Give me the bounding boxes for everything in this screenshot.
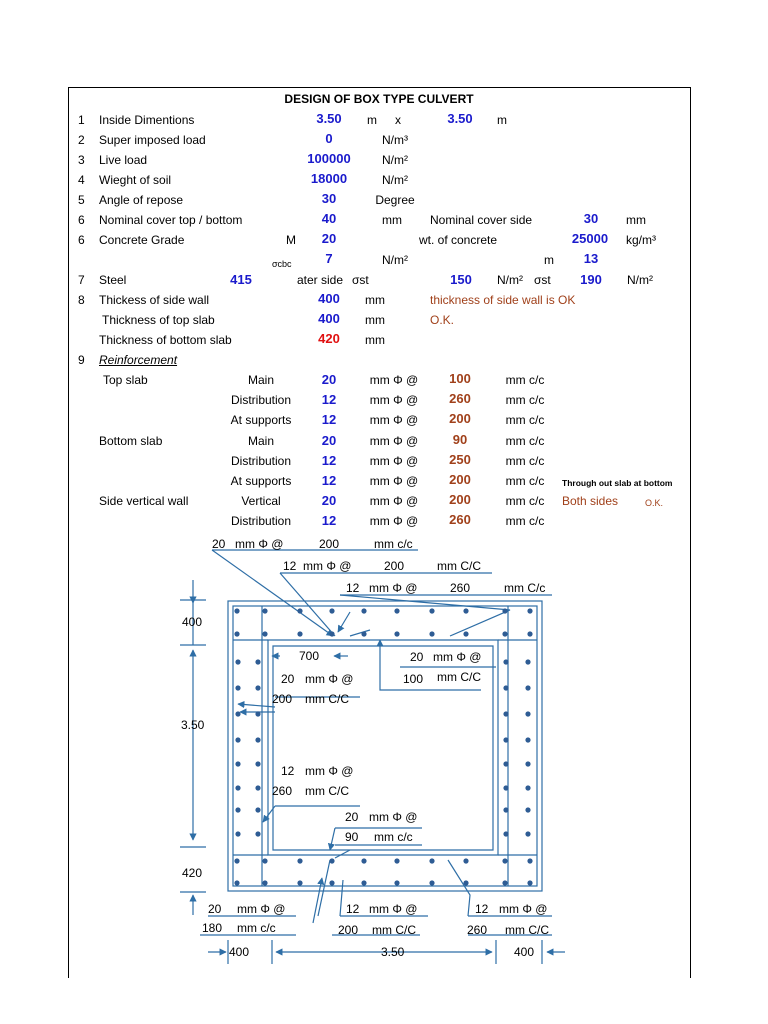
rebar-dot [525, 659, 530, 664]
dimension-label: 400 [514, 945, 535, 959]
unit: mm [626, 213, 646, 227]
water-side-label: ater side [297, 273, 344, 287]
member-label: Top slab [103, 373, 148, 387]
rebar-dot [463, 608, 468, 613]
rebar-dot [503, 761, 508, 766]
rebar-dot [234, 631, 239, 636]
bar-label: mm Φ @ [237, 902, 286, 916]
modular-ratio-value: 13 [583, 251, 599, 266]
unit: mm [382, 213, 402, 227]
spacing-unit: mm c/c [505, 373, 545, 387]
rebar-dot [361, 608, 366, 613]
bar-label: mm Φ @ [369, 581, 418, 595]
rebar-dot [235, 831, 240, 836]
leader-line [350, 630, 370, 636]
bar-label: mm C/C [437, 559, 481, 573]
rebar-dot [525, 685, 530, 690]
rebar-dot [394, 880, 399, 885]
bar-label: 12 [346, 902, 360, 916]
row-number: 2 [78, 133, 85, 147]
bar-label: mm Φ @ [499, 902, 548, 916]
rebar-dot [255, 807, 260, 812]
bar-label: 200 [384, 559, 405, 573]
concrete-grade-label: Concrete Grade [99, 233, 185, 247]
bar-type: Vertical [241, 494, 281, 508]
dimension-label: 400 [229, 945, 250, 959]
rebar-dot [463, 880, 468, 885]
bar-type: Distribution [230, 454, 292, 468]
row-number: 1 [78, 113, 85, 127]
bar-unit: mm Φ @ [369, 434, 419, 448]
bar-spacing: 200 [449, 411, 471, 426]
bar-unit: mm Φ @ [369, 494, 419, 508]
rebar-dot [527, 880, 532, 885]
row-number: 6 [78, 213, 85, 227]
nominal-cover-value: 40 [321, 211, 337, 226]
rebar-dot [394, 858, 399, 863]
bar-label: 20 [281, 672, 295, 686]
rebar-dot [262, 880, 267, 885]
outer-reinforcement-line [233, 606, 537, 886]
bar-label: 12 [475, 902, 489, 916]
rebar-dot [463, 858, 468, 863]
bar-label: mm C/C [437, 670, 481, 684]
sigma-cbc-value: 7 [325, 251, 333, 266]
dimension-label: 420 [182, 866, 203, 880]
inside-height-value: 3.50 [447, 111, 473, 126]
unit: mm [365, 293, 385, 307]
side-wall-check-note: thickness of side wall is OK [430, 293, 576, 307]
unit: mm [365, 313, 385, 327]
spacing-unit: mm c/c [505, 494, 545, 508]
bar-label: 260 [272, 784, 293, 798]
bar-unit: mm Φ @ [369, 474, 419, 488]
sigma-st-value: 190 [580, 272, 602, 287]
bar-label: mm C/C [305, 784, 349, 798]
rebar-dot [262, 858, 267, 863]
inside-width-value: 3.50 [316, 111, 342, 126]
spacing-unit: mm c/c [505, 393, 545, 407]
sigma-st-symbol: σst [352, 273, 369, 287]
angle-of-repose-value: 30 [321, 191, 337, 206]
rebar-dot [525, 831, 530, 836]
unit: Degree [375, 193, 415, 207]
row-number: 5 [78, 193, 85, 207]
rebar-dot [235, 807, 240, 812]
rebar-dot [255, 785, 260, 790]
superimposed-load-label: Super imposed load [99, 133, 206, 147]
rebar-dot [503, 685, 508, 690]
bar-unit: mm Φ @ [369, 514, 419, 528]
leader-line [330, 828, 335, 850]
concrete-grade-value: 20 [321, 231, 337, 246]
nominal-cover-label: Nominal cover top / bottom [99, 213, 243, 227]
rebar-dot [503, 807, 508, 812]
row-number: 8 [78, 293, 85, 307]
soil-weight-value: 18000 [310, 171, 348, 186]
bar-label: 20 [212, 537, 226, 551]
rebar-dot [463, 631, 468, 636]
rebar-dot [234, 858, 239, 863]
steel-label: Steel [99, 273, 127, 287]
bar-label: mm Φ @ [305, 672, 354, 686]
bar-label: mm c/c [374, 830, 413, 844]
bar-diameter: 12 [321, 453, 337, 468]
rebar-dot [503, 785, 508, 790]
leader-line [238, 704, 275, 707]
bar-diameter: 12 [321, 473, 337, 488]
bar-label: 200 [338, 923, 359, 937]
rebar-dot [502, 880, 507, 885]
inside-dimensions-label: Inside Dimentions [99, 113, 195, 127]
rebar-dot [329, 858, 334, 863]
bar-diameter: 20 [321, 372, 337, 387]
rebar-dot [262, 631, 267, 636]
rebar-dot [429, 631, 434, 636]
angle-of-repose-label: Angle of repose [99, 193, 184, 207]
rebar-dot [361, 858, 366, 863]
culvert-outer-outline [228, 601, 542, 891]
rebar-dot [235, 685, 240, 690]
spacing-unit: mm c/c [505, 454, 545, 468]
rebar-dot [329, 631, 334, 636]
unit: N/m² [382, 253, 408, 267]
bar-label: 180 [202, 921, 223, 935]
sigma-cbc-symbol: σcbc [272, 259, 292, 269]
bar-label: mm C/C [372, 923, 416, 937]
rebar-dot [255, 659, 260, 664]
bar-spacing: 260 [449, 391, 471, 406]
bar-type: At supports [230, 413, 292, 427]
bar-label: mm c/c [237, 921, 276, 935]
unit: mm [365, 333, 385, 347]
dimension-label: 700 [299, 649, 320, 663]
rebar-dot [503, 737, 508, 742]
unit: N/m² [627, 273, 653, 287]
rebar-dot [329, 608, 334, 613]
rebar-dot [255, 685, 260, 690]
concrete-weight-label: wt. of concrete [419, 233, 498, 247]
leader-line [448, 860, 470, 916]
bar-diameter: 20 [321, 433, 337, 448]
bar-label: 260 [450, 581, 471, 595]
rebar-dot [297, 858, 302, 863]
unit: kg/m³ [626, 233, 656, 247]
bar-spacing: 250 [449, 452, 471, 467]
bar-type: Distribution [230, 514, 292, 528]
bar-label: mm Φ @ [235, 537, 284, 551]
rebar-dot [234, 880, 239, 885]
side-wall-thickness-value: 400 [318, 291, 340, 306]
row-number: 3 [78, 153, 85, 167]
bar-unit: mm Φ @ [369, 393, 419, 407]
dimension-label: 400 [182, 615, 203, 629]
rebar-dot [329, 880, 334, 885]
rebar-dot [502, 608, 507, 613]
unit: N/m² [382, 153, 408, 167]
bar-label: 20 [410, 650, 424, 664]
superimposed-load-value: 0 [325, 131, 333, 146]
live-load-label: Live load [99, 153, 148, 167]
bar-label: mm Φ @ [303, 559, 352, 573]
bar-diameter: 20 [321, 493, 337, 508]
bar-label: mm C/C [505, 923, 549, 937]
bar-label: mm Φ @ [433, 650, 482, 664]
rebar-dot [297, 608, 302, 613]
sigma-st-water-value: 150 [450, 272, 472, 287]
bar-diameter: 12 [321, 392, 337, 407]
rebar-dot [503, 831, 508, 836]
leader-line [338, 612, 350, 632]
bottom-slab-thickness-value: 420 [318, 331, 340, 346]
bar-type: At supports [230, 474, 292, 488]
bar-spacing: 200 [449, 472, 471, 487]
bottom-slab-thickness-label: Thickness of bottom slab [99, 333, 232, 347]
rebar-dot [297, 631, 302, 636]
nominal-cover-side-label: Nominal cover side [430, 213, 533, 227]
bar-spacing: 90 [452, 432, 468, 447]
rebar-dot [255, 737, 260, 742]
bar-diameter: 12 [321, 412, 337, 427]
bar-label: mm Φ @ [369, 810, 418, 824]
steel-grade-value: 415 [230, 272, 252, 287]
bar-label: 20 [208, 902, 222, 916]
ok-note: O.K. [645, 498, 664, 508]
rebar-dot [525, 761, 530, 766]
rebar-dot [361, 631, 366, 636]
bar-type: Main [247, 373, 275, 387]
rebar-dot [235, 785, 240, 790]
spacing-unit: mm c/c [505, 474, 545, 488]
rebar-dot [235, 711, 240, 716]
unit: N/m² [497, 273, 523, 287]
row-number: 6 [78, 233, 85, 247]
member-label: Side vertical wall [99, 494, 189, 508]
bar-unit: mm Φ @ [369, 373, 419, 387]
rebar-dot [262, 608, 267, 613]
bar-spacing: 200 [449, 492, 471, 507]
rebar-dot [394, 608, 399, 613]
rebar-dot [527, 858, 532, 863]
top-slab-thickness-label: Thickness of top slab [102, 313, 215, 327]
live-load-value: 100000 [307, 151, 351, 166]
bar-unit: mm Φ @ [369, 413, 419, 427]
rebar-dot [234, 608, 239, 613]
wall-vertical-bars [262, 606, 508, 886]
member-label: Bottom slab [99, 434, 163, 448]
bar-label: mm c/c [374, 537, 413, 551]
rebar-dot [525, 807, 530, 812]
spacing-unit: mm c/c [505, 413, 545, 427]
bar-label: 12 [281, 764, 295, 778]
rebar-dot [503, 711, 508, 716]
grade-prefix: M [286, 233, 296, 247]
dimension-label: 3.50 [381, 945, 405, 959]
rebar-dot [394, 631, 399, 636]
bottom-slab-note: Through out slab at bottom [562, 478, 673, 488]
row-number: 4 [78, 173, 85, 187]
rebar-dot [361, 880, 366, 885]
rebar-dot [527, 631, 532, 636]
reinforcement-heading: Reinforcement [99, 353, 178, 367]
rebar-dot [527, 608, 532, 613]
bar-label: mm Φ @ [305, 764, 354, 778]
soil-weight-label: Wieght of soil [99, 173, 172, 187]
rebar-dot [235, 737, 240, 742]
concrete-weight-value: 25000 [571, 231, 609, 246]
spacing-unit: mm c/c [505, 514, 545, 528]
rebar-dot [429, 858, 434, 863]
bar-spacing: 260 [449, 512, 471, 527]
rebar-dot [255, 761, 260, 766]
bar-label: 20 [345, 810, 359, 824]
rebar-dot [502, 631, 507, 636]
rebar-dot [502, 858, 507, 863]
bar-type: Main [247, 434, 275, 448]
bar-label: 200 [272, 692, 293, 706]
rebar-dot [235, 659, 240, 664]
bar-label: 260 [467, 923, 488, 937]
bar-label: mm Φ @ [369, 902, 418, 916]
bar-unit: mm Φ @ [369, 454, 419, 468]
spacing-unit: mm c/c [505, 434, 545, 448]
bar-label: 12 [346, 581, 360, 595]
top-slab-thickness-value: 400 [318, 311, 340, 326]
bar-label: mm C/C [305, 692, 349, 706]
modular-ratio-label: m [544, 253, 554, 267]
bar-label: mm C/c [504, 581, 546, 595]
sigma-st-symbol: σst [534, 273, 551, 287]
bar-label: 90 [345, 830, 359, 844]
rebar-dot [525, 711, 530, 716]
bar-label: 12 [283, 559, 297, 573]
bar-type: Distribution [230, 393, 292, 407]
rebar-dots [234, 608, 532, 885]
bar-label: 100 [403, 672, 424, 686]
rebar-dot [503, 659, 508, 664]
unit: N/m² [382, 173, 408, 187]
bar-label: 200 [319, 537, 340, 551]
rebar-dot [297, 880, 302, 885]
rebar-dot [255, 831, 260, 836]
unit-m: m [367, 113, 377, 127]
row-number: 9 [78, 353, 85, 367]
both-sides-note: Both sides [562, 494, 619, 508]
top-slab-check-note: O.K. [430, 313, 455, 327]
side-wall-thickness-label: Thickess of side wall [99, 293, 210, 307]
rebar-dot [235, 761, 240, 766]
nominal-cover-side-value: 30 [583, 211, 599, 226]
unit-m: m [497, 113, 507, 127]
sheet-title: DESIGN OF BOX TYPE CULVERT [284, 92, 474, 106]
rebar-dot [525, 737, 530, 742]
times-sign: x [395, 113, 401, 127]
leader-line [335, 850, 350, 858]
rebar-dot [255, 711, 260, 716]
rebar-dot [429, 880, 434, 885]
leader-line [313, 878, 322, 923]
dimension-label: 3.50 [181, 718, 205, 732]
bar-diameter: 12 [321, 513, 337, 528]
unit: N/m³ [382, 133, 408, 147]
row-number: 7 [78, 273, 85, 287]
rebar-dot [429, 608, 434, 613]
bar-spacing: 100 [449, 371, 471, 386]
rebar-dot [525, 785, 530, 790]
